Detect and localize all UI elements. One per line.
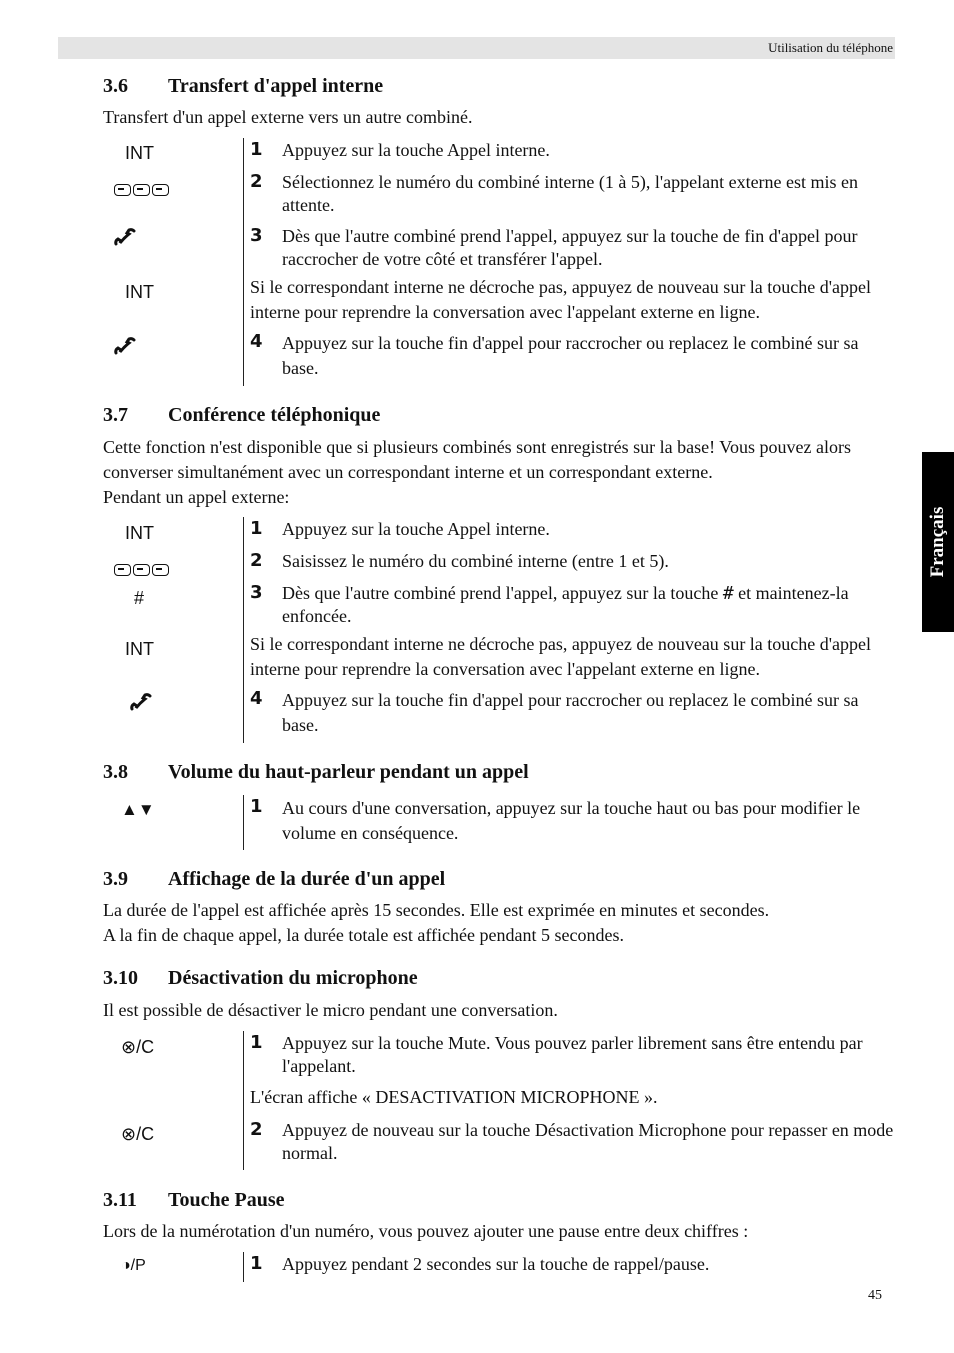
section-title: Transfert d'appel interne xyxy=(168,75,384,97)
section-3-9-heading xyxy=(103,868,445,891)
hash-key-label: # xyxy=(722,583,734,604)
section-title: Volume du haut-parleur pendant un appel xyxy=(168,761,529,783)
step-text: Appuyez sur la touche Appel interne. xyxy=(282,519,550,539)
step-number: 3 xyxy=(250,582,263,603)
step-text: Appuyez sur la touche Mute. Vous pouvez parler librement sans être entendu par l'appelant. xyxy=(282,1033,863,1076)
section-3-6-heading xyxy=(103,75,383,98)
mute-key-icon: ⊗/C xyxy=(121,1124,155,1144)
section-3-9-text: A la fin de chaque appel, la durée totale est affichée pendant 5 secondes. xyxy=(103,925,624,945)
page-header xyxy=(58,37,895,59)
mute-key-icon: ⊗/C xyxy=(121,1037,155,1057)
section-number: 3.10 xyxy=(103,967,138,989)
volume-keys-icon: ▲▼ xyxy=(121,800,155,819)
step-number: 1 xyxy=(250,518,263,539)
note-text: Si le correspondant interne ne décroche pas, appuyez de nouveau sur la touche d'appel interne pour reprendre la conversation avec l'appelant externe en ligne. xyxy=(250,634,871,679)
step-text-part: et maintenez-la enfoncée. xyxy=(282,583,849,626)
section-title: Désactivation du microphone xyxy=(168,967,418,989)
section-title: Conférence téléphonique xyxy=(168,404,381,426)
step-text-part: Dès que l'autre combiné prend l'appel, appuyez sur la touche xyxy=(282,583,723,603)
section-number: 3.8 xyxy=(103,761,128,783)
section-title: Touche Pause xyxy=(168,1189,285,1211)
end-call-icon xyxy=(114,337,136,360)
step-number: 1 xyxy=(250,139,263,160)
step-number: 2 xyxy=(250,550,263,571)
section-3-9-text: La durée de l'appel est affichée après 15 secondes. Elle est exprimée en minutes et secondes. xyxy=(103,900,770,920)
step-text: Appuyez sur la touche fin d'appel pour raccrocher ou replacez le combiné sur sa base. xyxy=(282,333,859,378)
int-key-icon: INT xyxy=(125,639,154,659)
int-key-icon: INT xyxy=(125,143,154,163)
step-text: Appuyez sur la touche Appel interne. xyxy=(282,140,550,160)
section-number: 3.6 xyxy=(103,75,128,97)
step-number: 1 xyxy=(250,796,263,817)
section-3-8-heading xyxy=(103,761,529,784)
step-number: 4 xyxy=(250,331,263,352)
step-divider xyxy=(243,138,244,386)
step-number: 3 xyxy=(250,225,263,246)
section-3-11-heading xyxy=(103,1189,285,1212)
section-number: 3.7 xyxy=(103,404,128,426)
int-key-icon: INT xyxy=(125,523,154,543)
step-text: Appuyez de nouveau sur la touche Désactivation Microphone pour repasser en mode normal. xyxy=(282,1120,894,1163)
step-number: 1 xyxy=(250,1253,263,1274)
section-title: Affichage de la durée d'un appel xyxy=(168,868,446,890)
step-number: 2 xyxy=(250,1119,263,1140)
step-number: 4 xyxy=(250,688,263,709)
step-number: 1 xyxy=(250,1032,263,1053)
step-divider xyxy=(243,1031,244,1170)
page-number: 45 xyxy=(868,1288,882,1303)
step-text xyxy=(282,582,897,628)
int-key-icon: INT xyxy=(125,282,154,302)
end-call-icon xyxy=(130,693,152,716)
step-text: Dès que l'autre combiné prend l'appel, appuyez sur la touche de fin d'appel pour raccrocher de votre côté et transférer l'appel. xyxy=(282,226,858,269)
section-3-10-intro: Il est possible de désactiver le micro pendant une conversation. xyxy=(103,1000,558,1020)
step-text: Appuyez pendant 2 secondes sur la touche de rappel/pause. xyxy=(282,1254,710,1274)
pause-key-icon: ◑/P xyxy=(121,1257,146,1274)
section-3-7-heading xyxy=(103,404,380,427)
section-number: 3.9 xyxy=(103,868,128,890)
section-3-11-intro: Lors de la numérotation d'un numéro, vous pouvez ajouter une pause entre deux chiffres : xyxy=(103,1221,749,1241)
end-call-icon xyxy=(114,228,136,251)
step-divider xyxy=(243,1252,244,1282)
section-number: 3.11 xyxy=(103,1189,137,1211)
note-text: Si le correspondant interne ne décroche pas, appuyez de nouveau sur la touche d'appel interne pour reprendre la conversation avec l'appelant externe en ligne. xyxy=(250,277,871,322)
note-text: L'écran affiche « DESACTIVATION MICROPHONE ». xyxy=(250,1087,658,1107)
section-3-7-intro2: Pendant un appel externe: xyxy=(103,487,290,507)
step-number: 2 xyxy=(250,171,263,192)
language-tab xyxy=(922,452,954,632)
section-3-10-heading xyxy=(103,967,418,990)
hash-key-icon: # xyxy=(134,588,145,608)
header-title: Utilisation du téléphone xyxy=(768,40,893,55)
step-text: Appuyez sur la touche fin d'appel pour raccrocher ou replacez le combiné sur sa base. xyxy=(282,690,859,735)
section-3-6-intro: Transfert d'un appel externe vers un autre combiné. xyxy=(103,107,473,127)
step-divider xyxy=(243,517,244,743)
numeric-keys-icon xyxy=(114,180,169,201)
step-text: Au cours d'une conversation, appuyez sur la touche haut ou bas pour modifier le volume en conséquence. xyxy=(282,798,861,843)
section-3-7-intro: Cette fonction n'est disponible que si plusieurs combinés sont enregistrés sur la base! Vous pouvez alors converser simultanément avec un correspondant interne et un correspondant externe. xyxy=(103,437,851,482)
step-text: Saisissez le numéro du combiné interne (entre 1 et 5). xyxy=(282,551,669,571)
step-text: Sélectionnez le numéro du combiné interne (1 à 5), l'appelant externe est mis en attente. xyxy=(282,172,859,215)
step-divider xyxy=(243,795,244,850)
numeric-keys-icon xyxy=(114,560,169,581)
language-tab-label: Français xyxy=(927,506,948,578)
